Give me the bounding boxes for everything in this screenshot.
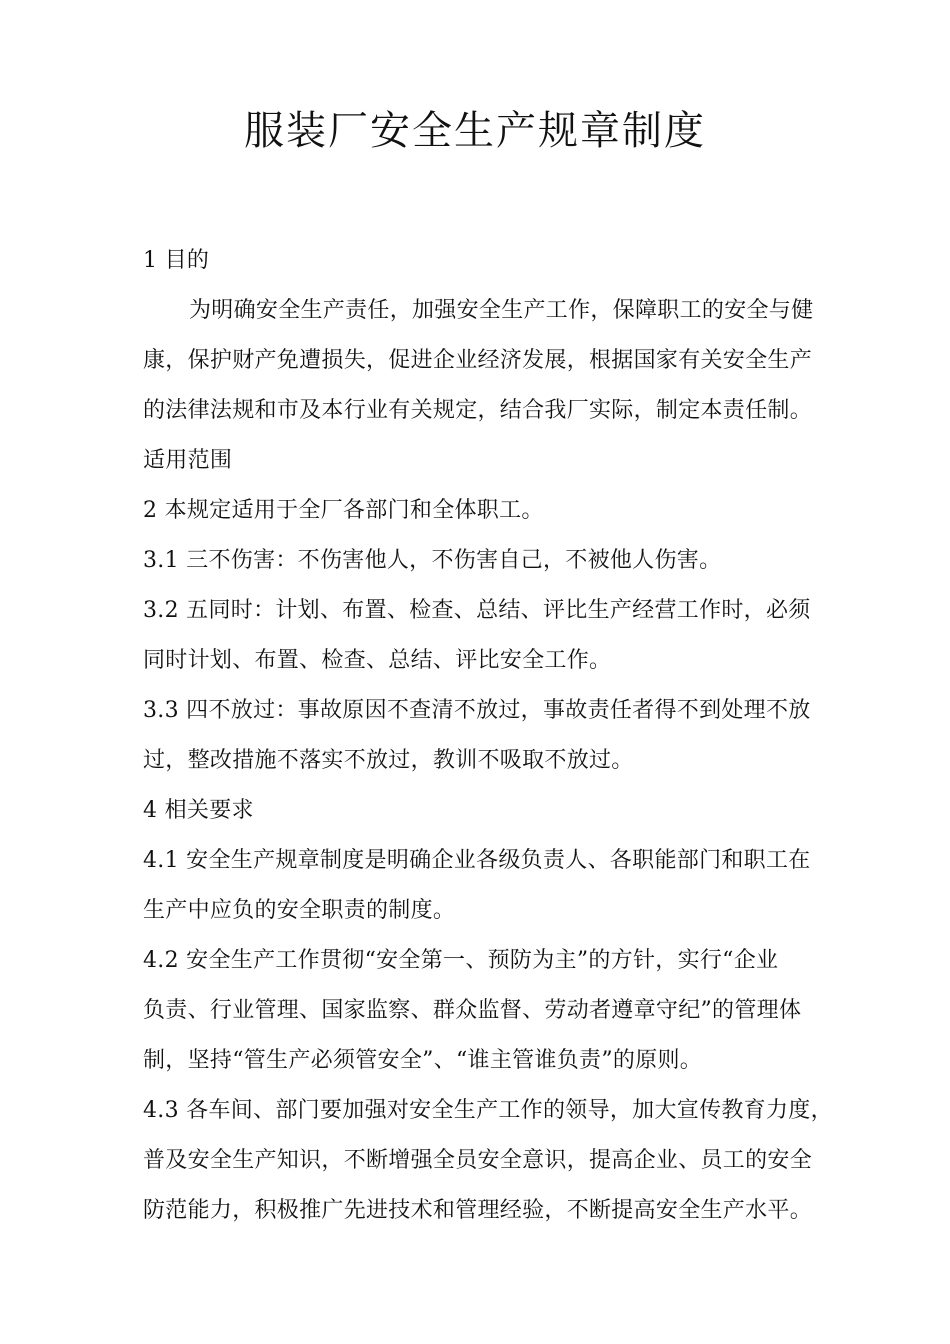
paragraph-line: 同时计划、布置、检查、总结、评比安全工作。 [143, 648, 612, 673]
paragraph-line: 4.2 安全生产工作贯彻“安全第一、预防为主”的方针，实行“企业 [143, 948, 779, 973]
paragraph-line: 4.1 安全生产规章制度是明确企业各级负责人、各职能部门和职工在 [143, 848, 811, 873]
section-heading-scope: 适用范围 [143, 448, 233, 473]
paragraph-line: 普及安全生产知识，不断增强全员安全意识，提高企业、员工的安全 [143, 1148, 813, 1173]
paragraph-line: 为明确安全生产责任，加强安全生产工作，保障职工的安全与健 [189, 298, 814, 323]
paragraph-line: 负责、行业管理、国家监察、群众监督、劳动者遵章守纪”的管理体 [143, 998, 802, 1023]
paragraph-line: 3.3 四不放过：事故原因不查清不放过，事故责任者得不到处理不放 [143, 698, 811, 723]
paragraph-line: 生产中应负的安全职责的制度。 [143, 898, 456, 923]
paragraph-line: 的法律法规和市及本行业有关规定，结合我厂实际，制定本责任制。 [143, 398, 813, 423]
paragraph-line: 制，坚持“管生产必须管安全”、“谁主管谁负责”的原则。 [143, 1048, 703, 1073]
paragraph-line: 2 本规定适用于全厂各部门和全体职工。 [143, 498, 544, 523]
paragraph-line: 康，保护财产免遭损失，促进企业经济发展，根据国家有关安全生产 [143, 348, 813, 373]
section-heading-requirements: 4 相关要求 [143, 798, 254, 823]
paragraph-line: 3.1 三不伤害：不伤害他人，不伤害自己，不被他人伤害。 [143, 548, 722, 573]
paragraph-line: 3.2 五同时：计划、布置、检查、总结、评比生产经营工作时，必须 [143, 598, 811, 623]
paragraph-line: 4.3 各车间、部门要加强对安全生产工作的领导，加大宣传教育力度， [143, 1098, 833, 1123]
document-title: 服装厂安全生产规章制度 [244, 108, 706, 154]
paragraph-line: 过，整改措施不落实不放过，教训不吸取不放过。 [143, 748, 634, 773]
section-heading-purpose: 1 目的 [143, 248, 210, 273]
paragraph-line: 防范能力，积极推广先进技术和管理经验，不断提高安全生产水平。 [143, 1198, 813, 1223]
document-body [143, 236, 833, 1236]
